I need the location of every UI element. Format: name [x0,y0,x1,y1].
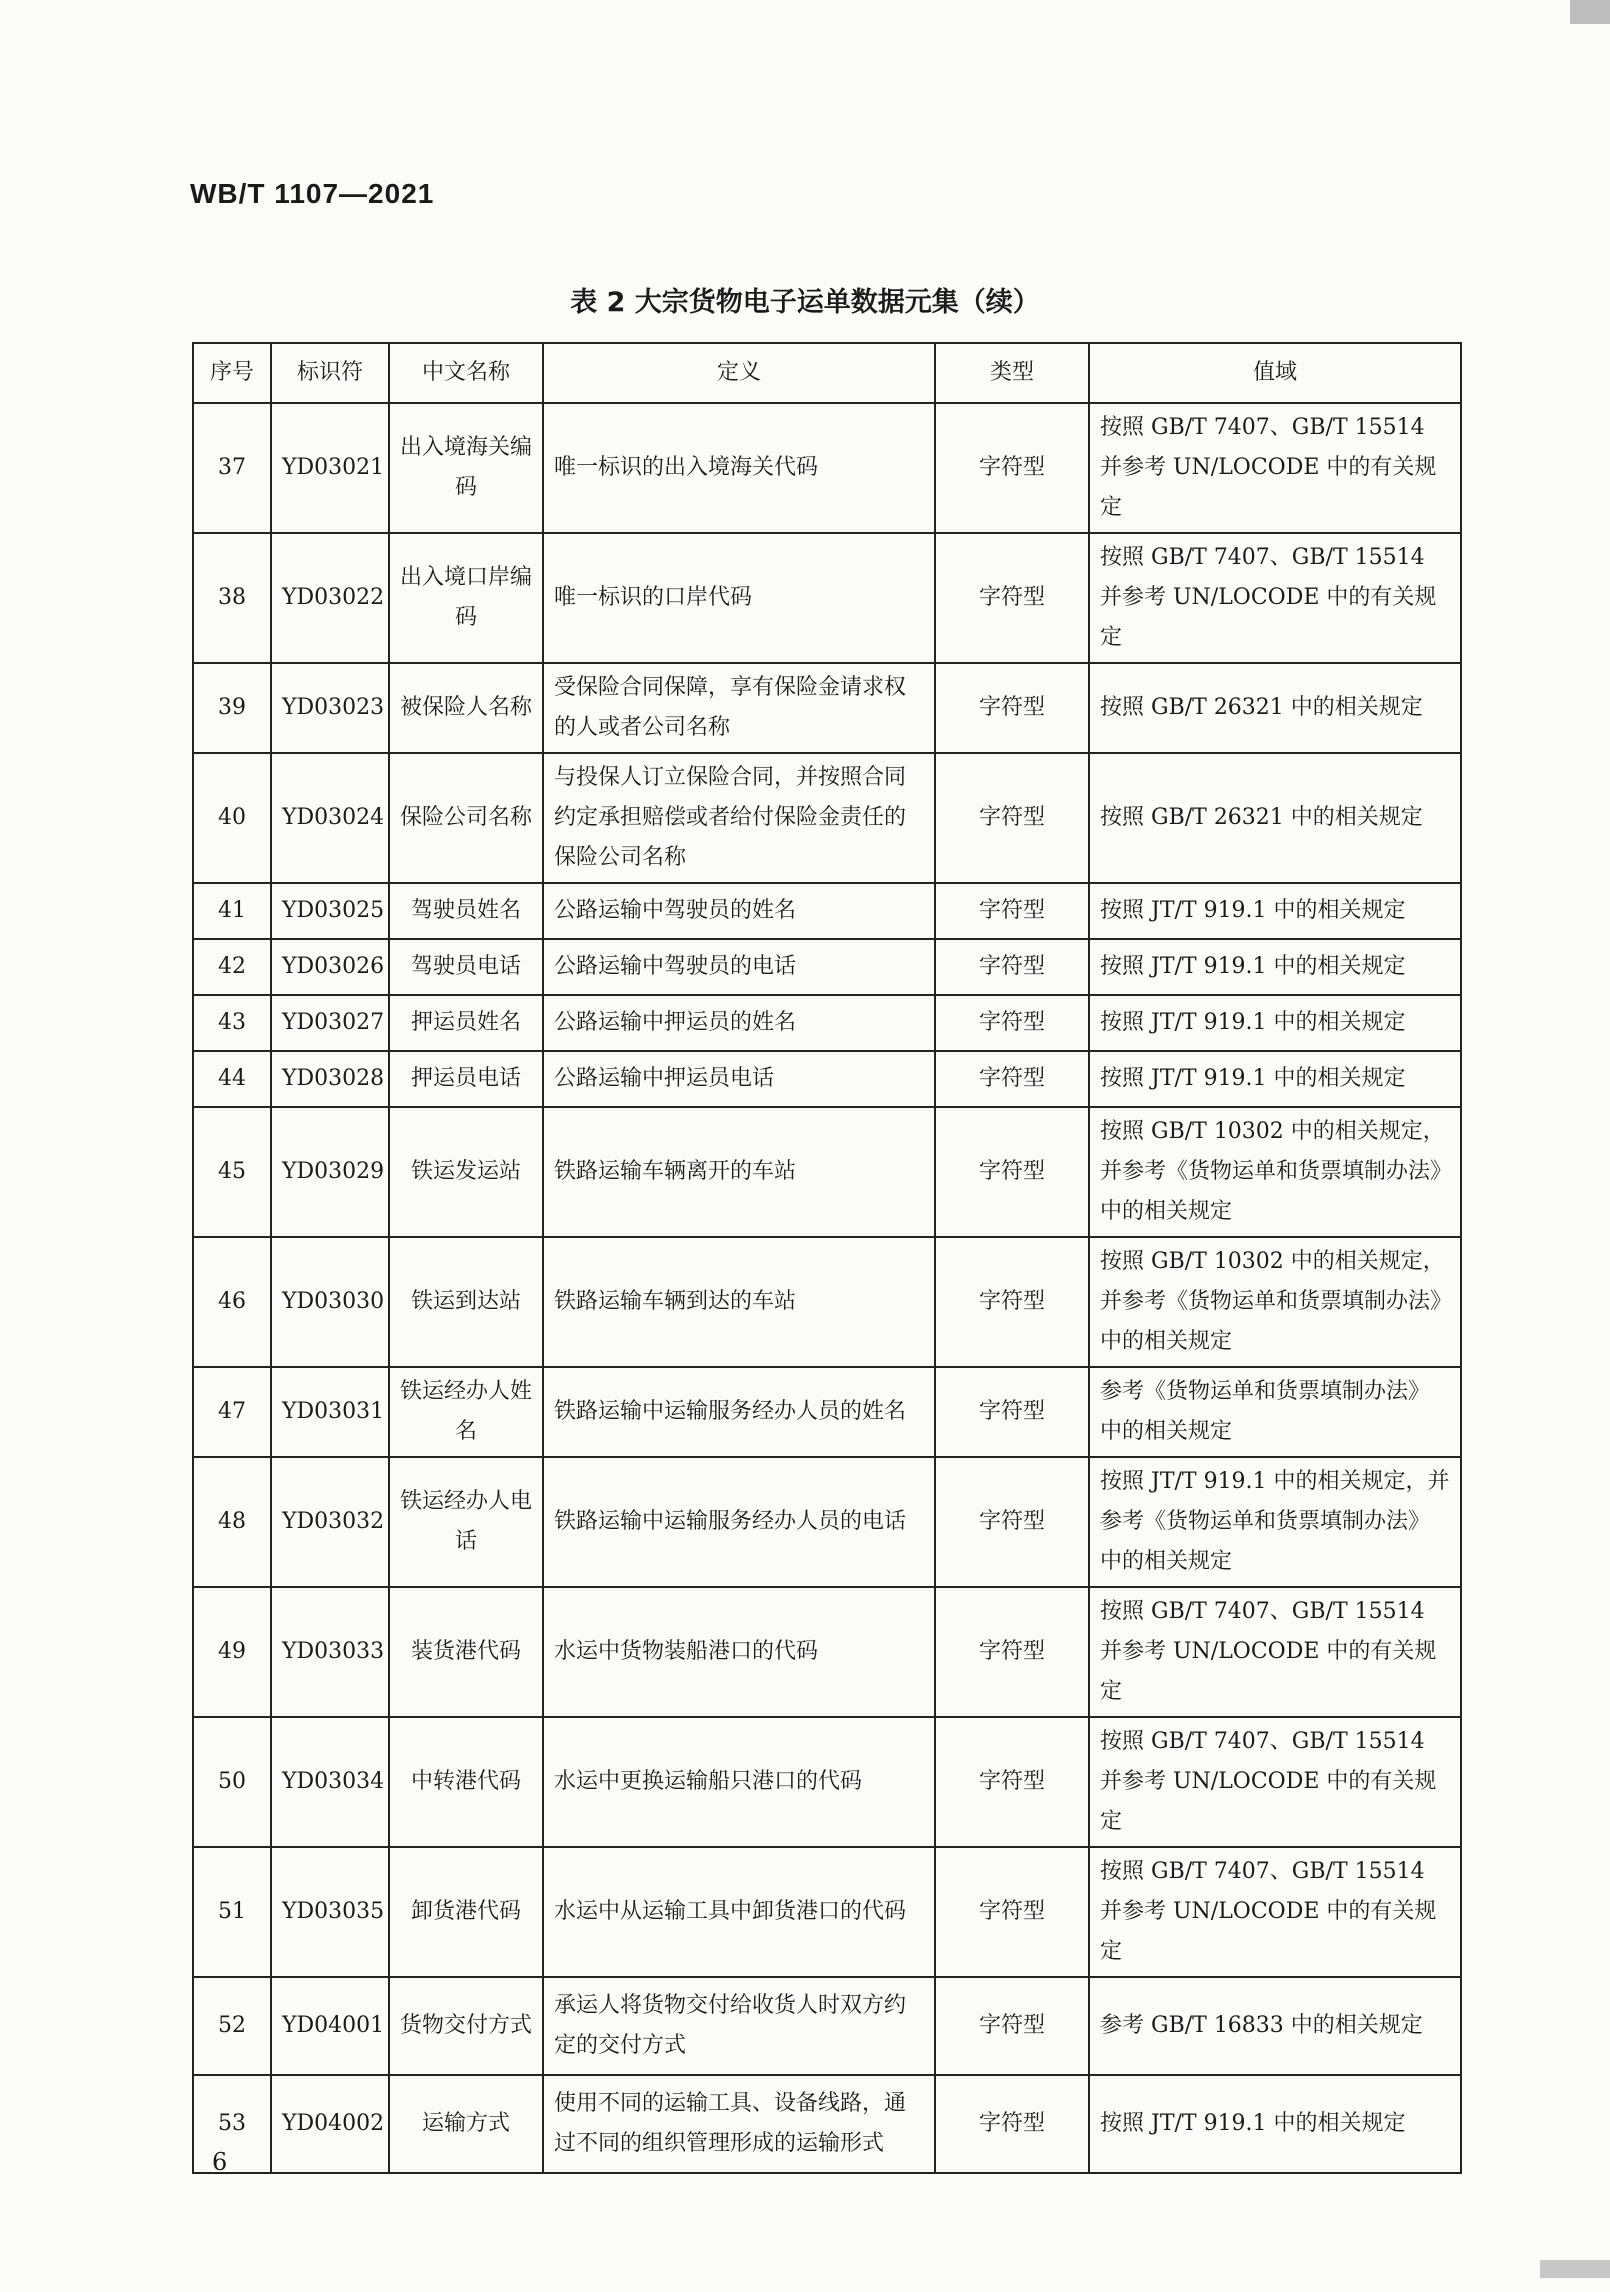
cell-identifier: YD03029 [271,1107,389,1237]
cell-definition: 铁路运输中运输服务经办人员的电话 [543,1457,935,1587]
cell-type: 字符型 [935,1977,1089,2075]
table-title: 表 2 大宗货物电子运单数据元集（续） [570,287,1040,318]
cell-no: 51 [193,1847,271,1977]
cell-definition: 水运中货物装船港口的代码 [543,1587,935,1717]
table-row [193,1587,1461,1717]
cell-definition: 公路运输中押运员的姓名 [543,995,935,1051]
cell-type: 字符型 [935,1237,1089,1367]
table-row [193,1847,1461,1977]
cell-value-domain: 按照 GB/T 7407、GB/T 15514 并参考 UN/LOCODE 中的有关规定 [1089,1587,1461,1717]
cell-chinese-name: 装货港代码 [389,1587,543,1717]
cell-chinese-name: 押运员姓名 [389,995,543,1051]
cell-definition: 使用不同的运输工具、设备线路，通过不同的组织管理形成的运输形式 [543,2075,935,2173]
cell-identifier: YD03034 [271,1717,389,1847]
cell-definition: 铁路运输车辆离开的车站 [543,1107,935,1237]
table-row [193,2075,1461,2173]
cell-identifier: YD03032 [271,1457,389,1587]
cell-type: 字符型 [935,533,1089,663]
scan-edge-mark-bottom [1540,2260,1610,2278]
cell-value-domain: 按照 JT/T 919.1 中的相关规定 [1089,939,1461,995]
cell-chinese-name: 驾驶员电话 [389,939,543,995]
cell-chinese-name: 中转港代码 [389,1717,543,1847]
table-row [193,1717,1461,1847]
cell-no: 46 [193,1237,271,1367]
cell-identifier: YD03031 [271,1367,389,1457]
table-row [193,939,1461,995]
cell-identifier: YD03023 [271,663,389,753]
table-row [193,883,1461,939]
cell-value-domain: 按照 GB/T 7407、GB/T 15514 并参考 UN/LOCODE 中的有关规定 [1089,533,1461,663]
cell-type: 字符型 [935,1717,1089,1847]
cell-identifier: YD03024 [271,753,389,883]
cell-no: 37 [193,403,271,533]
cell-definition: 承运人将货物交付给收货人时双方约定的交付方式 [543,1977,935,2075]
cell-type: 字符型 [935,1457,1089,1587]
table-row [193,1237,1461,1367]
cell-value-domain: 按照 JT/T 919.1 中的相关规定 [1089,995,1461,1051]
cell-chinese-name: 押运员电话 [389,1051,543,1107]
cell-identifier: YD03025 [271,883,389,939]
cell-value-domain: 按照 JT/T 919.1 中的相关规定，并参考《货物运单和货票填制办法》中的相关规定 [1089,1457,1461,1587]
cell-type: 字符型 [935,663,1089,753]
cell-chinese-name: 铁运发运站 [389,1107,543,1237]
cell-identifier: YD03021 [271,403,389,533]
table-body [193,403,1461,2173]
table-row [193,1977,1461,2075]
col-header-type: 类型 [935,343,1089,403]
cell-definition: 水运中更换运输船只港口的代码 [543,1717,935,1847]
cell-no: 45 [193,1107,271,1237]
col-header-value-domain: 值域 [1089,343,1461,403]
cell-no: 53 [193,2075,271,2173]
cell-definition: 铁路运输车辆到达的车站 [543,1237,935,1367]
page-number: 6 [212,2148,228,2176]
cell-definition: 公路运输中驾驶员的电话 [543,939,935,995]
cell-type: 字符型 [935,1051,1089,1107]
table-row [193,753,1461,883]
cell-chinese-name: 运输方式 [389,2075,543,2173]
cell-no: 43 [193,995,271,1051]
cell-definition: 受保险合同保障，享有保险金请求权的人或者公司名称 [543,663,935,753]
cell-chinese-name: 驾驶员姓名 [389,883,543,939]
table-row [193,1457,1461,1587]
cell-value-domain: 按照 GB/T 26321 中的相关规定 [1089,663,1461,753]
table-row [193,1367,1461,1457]
cell-value-domain: 按照 GB/T 26321 中的相关规定 [1089,753,1461,883]
standard-code-header: WB/T 1107—2021 [190,178,435,209]
cell-value-domain: 参考《货物运单和货票填制办法》中的相关规定 [1089,1367,1461,1457]
cell-definition: 唯一标识的口岸代码 [543,533,935,663]
table-row [193,995,1461,1051]
cell-value-domain: 按照 GB/T 10302 中的相关规定，并参考《货物运单和货票填制办法》中的相关规定 [1089,1107,1461,1237]
cell-chinese-name: 卸货港代码 [389,1847,543,1977]
cell-no: 44 [193,1051,271,1107]
scan-edge-mark [1570,0,1610,24]
cell-type: 字符型 [935,1367,1089,1457]
cell-chinese-name: 货物交付方式 [389,1977,543,2075]
cell-chinese-name: 被保险人名称 [389,663,543,753]
cell-value-domain: 按照 JT/T 919.1 中的相关规定 [1089,883,1461,939]
col-header-no: 序号 [193,343,271,403]
data-element-table [192,342,1462,2174]
table-row [193,403,1461,533]
col-header-definition: 定义 [543,343,935,403]
cell-definition: 公路运输中押运员电话 [543,1051,935,1107]
cell-definition: 公路运输中驾驶员的姓名 [543,883,935,939]
cell-value-domain: 按照 GB/T 10302 中的相关规定，并参考《货物运单和货票填制办法》中的相关规定 [1089,1237,1461,1367]
cell-type: 字符型 [935,1587,1089,1717]
cell-identifier: YD03028 [271,1051,389,1107]
cell-type: 字符型 [935,1107,1089,1237]
cell-value-domain: 按照 GB/T 7407、GB/T 15514 并参考 UN/LOCODE 中的有关规定 [1089,1847,1461,1977]
cell-no: 39 [193,663,271,753]
cell-definition: 唯一标识的出入境海关代码 [543,403,935,533]
cell-chinese-name: 保险公司名称 [389,753,543,883]
cell-value-domain: 按照 GB/T 7407、GB/T 15514 并参考 UN/LOCODE 中的有关规定 [1089,403,1461,533]
cell-identifier: YD03035 [271,1847,389,1977]
cell-value-domain: 按照 JT/T 919.1 中的相关规定 [1089,1051,1461,1107]
cell-identifier: YD04001 [271,1977,389,2075]
cell-type: 字符型 [935,939,1089,995]
cell-no: 47 [193,1367,271,1457]
cell-no: 49 [193,1587,271,1717]
cell-chinese-name: 铁运到达站 [389,1237,543,1367]
cell-chinese-name: 铁运经办人姓名 [389,1367,543,1457]
cell-type: 字符型 [935,403,1089,533]
cell-definition: 与投保人订立保险合同，并按照合同约定承担赔偿或者给付保险金责任的保险公司名称 [543,753,935,883]
col-header-id: 标识符 [271,343,389,403]
table-header-row [193,343,1461,403]
cell-type: 字符型 [935,2075,1089,2173]
cell-no: 50 [193,1717,271,1847]
cell-no: 42 [193,939,271,995]
cell-no: 40 [193,753,271,883]
table-row [193,663,1461,753]
cell-no: 52 [193,1977,271,2075]
cell-type: 字符型 [935,995,1089,1051]
cell-type: 字符型 [935,1847,1089,1977]
cell-type: 字符型 [935,753,1089,883]
table-row [193,1051,1461,1107]
cell-no: 38 [193,533,271,663]
cell-identifier: YD03030 [271,1237,389,1367]
cell-value-domain: 参考 GB/T 16833 中的相关规定 [1089,1977,1461,2075]
cell-no: 41 [193,883,271,939]
cell-chinese-name: 出入境海关编码 [389,403,543,533]
cell-identifier: YD03026 [271,939,389,995]
cell-identifier: YD04002 [271,2075,389,2173]
table-row [193,1107,1461,1237]
cell-value-domain: 按照 GB/T 7407、GB/T 15514 并参考 UN/LOCODE 中的有关规定 [1089,1717,1461,1847]
cell-identifier: YD03022 [271,533,389,663]
cell-chinese-name: 铁运经办人电话 [389,1457,543,1587]
col-header-name: 中文名称 [389,343,543,403]
cell-type: 字符型 [935,883,1089,939]
cell-chinese-name: 出入境口岸编码 [389,533,543,663]
cell-definition: 水运中从运输工具中卸货港口的代码 [543,1847,935,1977]
cell-identifier: YD03027 [271,995,389,1051]
table-row [193,533,1461,663]
cell-value-domain: 按照 JT/T 919.1 中的相关规定 [1089,2075,1461,2173]
cell-no: 48 [193,1457,271,1587]
cell-identifier: YD03033 [271,1587,389,1717]
cell-definition: 铁路运输中运输服务经办人员的姓名 [543,1367,935,1457]
